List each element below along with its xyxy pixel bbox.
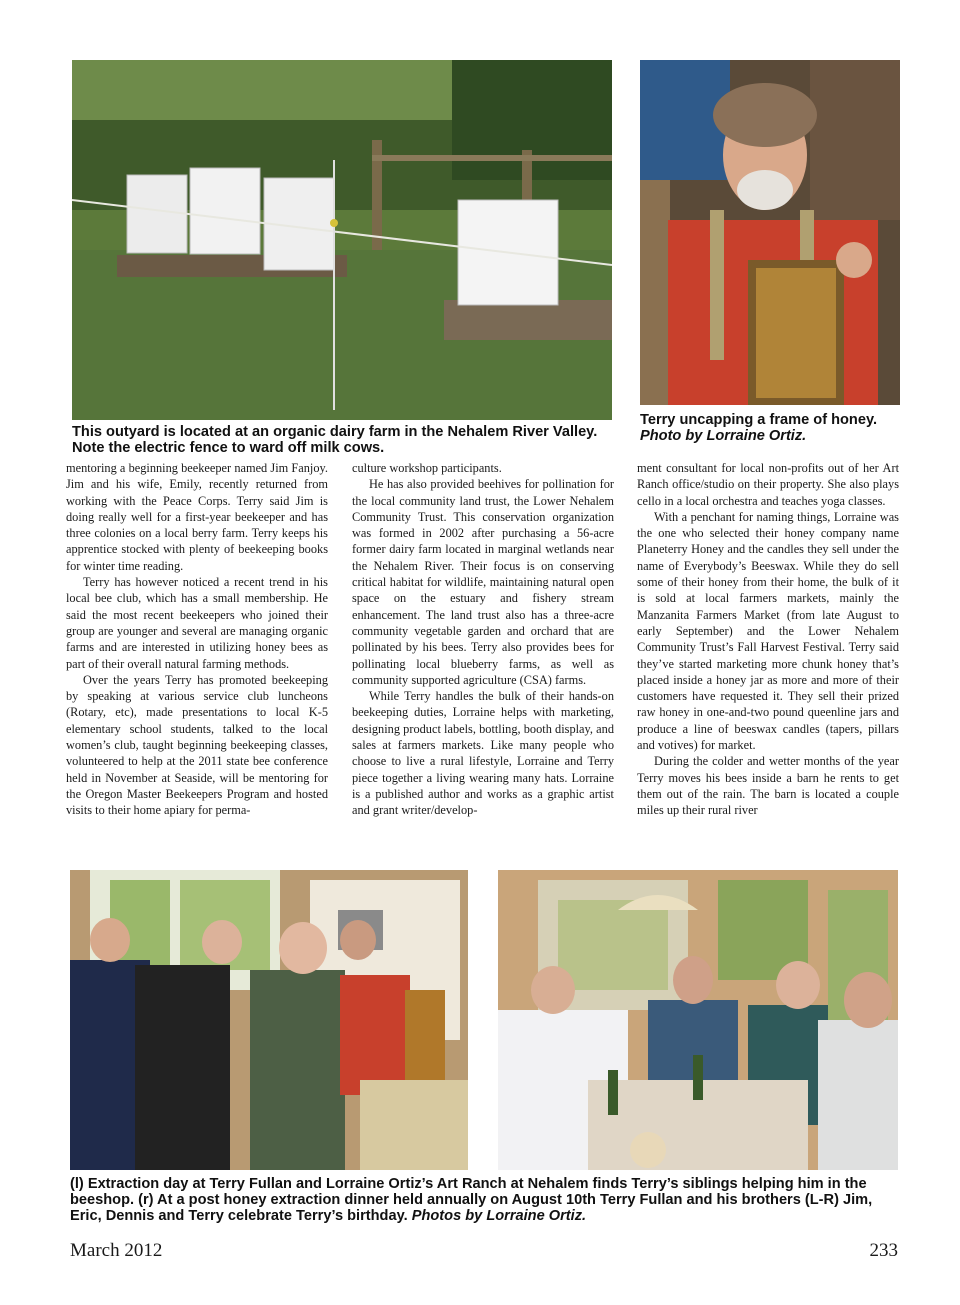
text-column-3 bbox=[637, 460, 899, 819]
bottom-caption bbox=[70, 1176, 900, 1224]
col1-paragraph: Over the years Terry has promoted beekeeping by speaking at various service club luncheons (Rotary, etc), made presentations to local K-5 elementary school students, talked to the local women’s club, taught beginning beekeeping classes, volunteered to help at the 2011 state bee conference held in November at Seaside, will be mentoring for the Oregon Master Beekeepers Program and hosted visits to their home apiary for perma- bbox=[66, 672, 328, 818]
col2-paragraph: While Terry handles the bulk of their hands-on beekeeping duties, Lorraine helps with marketing, designing product labels, bottling, booth display, and sales at farmers markets. Like many people who choose to live a rural lifestyle, Lorraine and Terry piece together a living wearing many hats. Lorraine is a published author and works as a graphic artist and grant writer/develop- bbox=[352, 689, 614, 818]
col1-paragraph: mentoring a beginning beekeeper named Jim Fanjoy. Jim and his wife, Emily, recently returned from working with the Peace Corps. Terry said Jim is doing really well for a first-year beekeeper and has three colonies on a local berry farm. Terry keeps his apprentice stocked with plenty of beekeeping books for winter time reading. bbox=[66, 461, 328, 573]
bottom-caption-credit: Photos by Lorraine Ortiz. bbox=[411, 1208, 587, 1224]
footer-issue-date: March 2012 bbox=[70, 1240, 163, 1261]
outyard-caption bbox=[72, 424, 612, 456]
terry-caption-credit: Photo by Lorraine Ortiz. bbox=[640, 428, 807, 444]
bottom-caption-text: (l) Extraction day at Terry Fullan and Lorraine Ortiz’s Art Ranch at Nehalem finds Terry’s siblings helping him in the beeshop. (r) At a post honey extraction dinner held annually on August 10th Terry Fullan and his brothers (L-R) Jim, Eric, Dennis and Terry celebrate Terry’s birthday. bbox=[70, 1176, 873, 1224]
col2-paragraph: culture workshop participants. bbox=[352, 461, 502, 475]
outyard-caption-text: This outyard is located at an organic dairy farm in the Nehalem River Valley. Note the electric fence to ward off milk cows. bbox=[72, 424, 598, 456]
col2-paragraph: He has also provided beehives for pollination for the local community land trust, the Lower Nehalem Community Trust. This conservation organization was formed in 2002 after purchasing a 56-acre former dairy farm located in marginal wetlands near the Nehalem River. Their focus is on conserving critical habitat for wildlife, maintaining natural open space on the estuary and fishery stream enhancement. The land trust also has a three-acre community vegetable garden and orchard that are pollinated by his bees. Terry also provides bees for pollinating local blueberry farms, as well as community supported agriculture (CSA) farms. bbox=[352, 477, 614, 687]
extraction-day-photo bbox=[70, 870, 468, 1170]
col3-paragraph: With a penchant for naming things, Lorraine was the one who selected their honey company name Planeterry Honey and the candles they sell under the name of Everybody’s Beeswax. While they do sell some of their honey from their home, the bulk of it is sold at local farmers markets, mainly the Manzanita Farmers Market (from late August to early September) and the Lower Nehalem Community Trust’s Fall Harvest Festival. Terry said they’ve started marketing more chunk honey that’s placed inside a honey jar as more and more of their customers have requested it. They sell their prized raw honey in one-and-two pound queenline jars and produce a line of beeswax candles (tapers, pillars and votives) for market. bbox=[637, 509, 899, 753]
terry-honey-frame-photo bbox=[640, 60, 900, 405]
outyard-photo bbox=[72, 60, 612, 420]
col1-paragraph: Terry has however noticed a recent trend in his local bee club, which has a small membership. He said the most recent beekeepers who joined their group are younger and several are managing organic farms and are interested in utilizing honey bees as part of their overall natural farming methods. bbox=[66, 575, 328, 671]
terry-caption bbox=[640, 412, 905, 444]
col3-paragraph: ment consultant for local non-profits out of her Art Ranch office/studio on their property. She also plays cello in a local orchestra and teaches yoga classes. bbox=[637, 461, 899, 508]
col3-paragraph: During the colder and wetter months of the year Terry moves his bees inside a barn he rents to get them out of the rain. The barn is located a couple miles up their rural river bbox=[637, 754, 899, 818]
text-column-1 bbox=[66, 460, 328, 819]
terry-caption-text: Terry uncapping a frame of honey. bbox=[640, 412, 878, 428]
footer-page-number: 233 bbox=[869, 1240, 898, 1261]
text-column-2 bbox=[352, 460, 614, 819]
birthday-dinner-photo bbox=[498, 870, 898, 1170]
